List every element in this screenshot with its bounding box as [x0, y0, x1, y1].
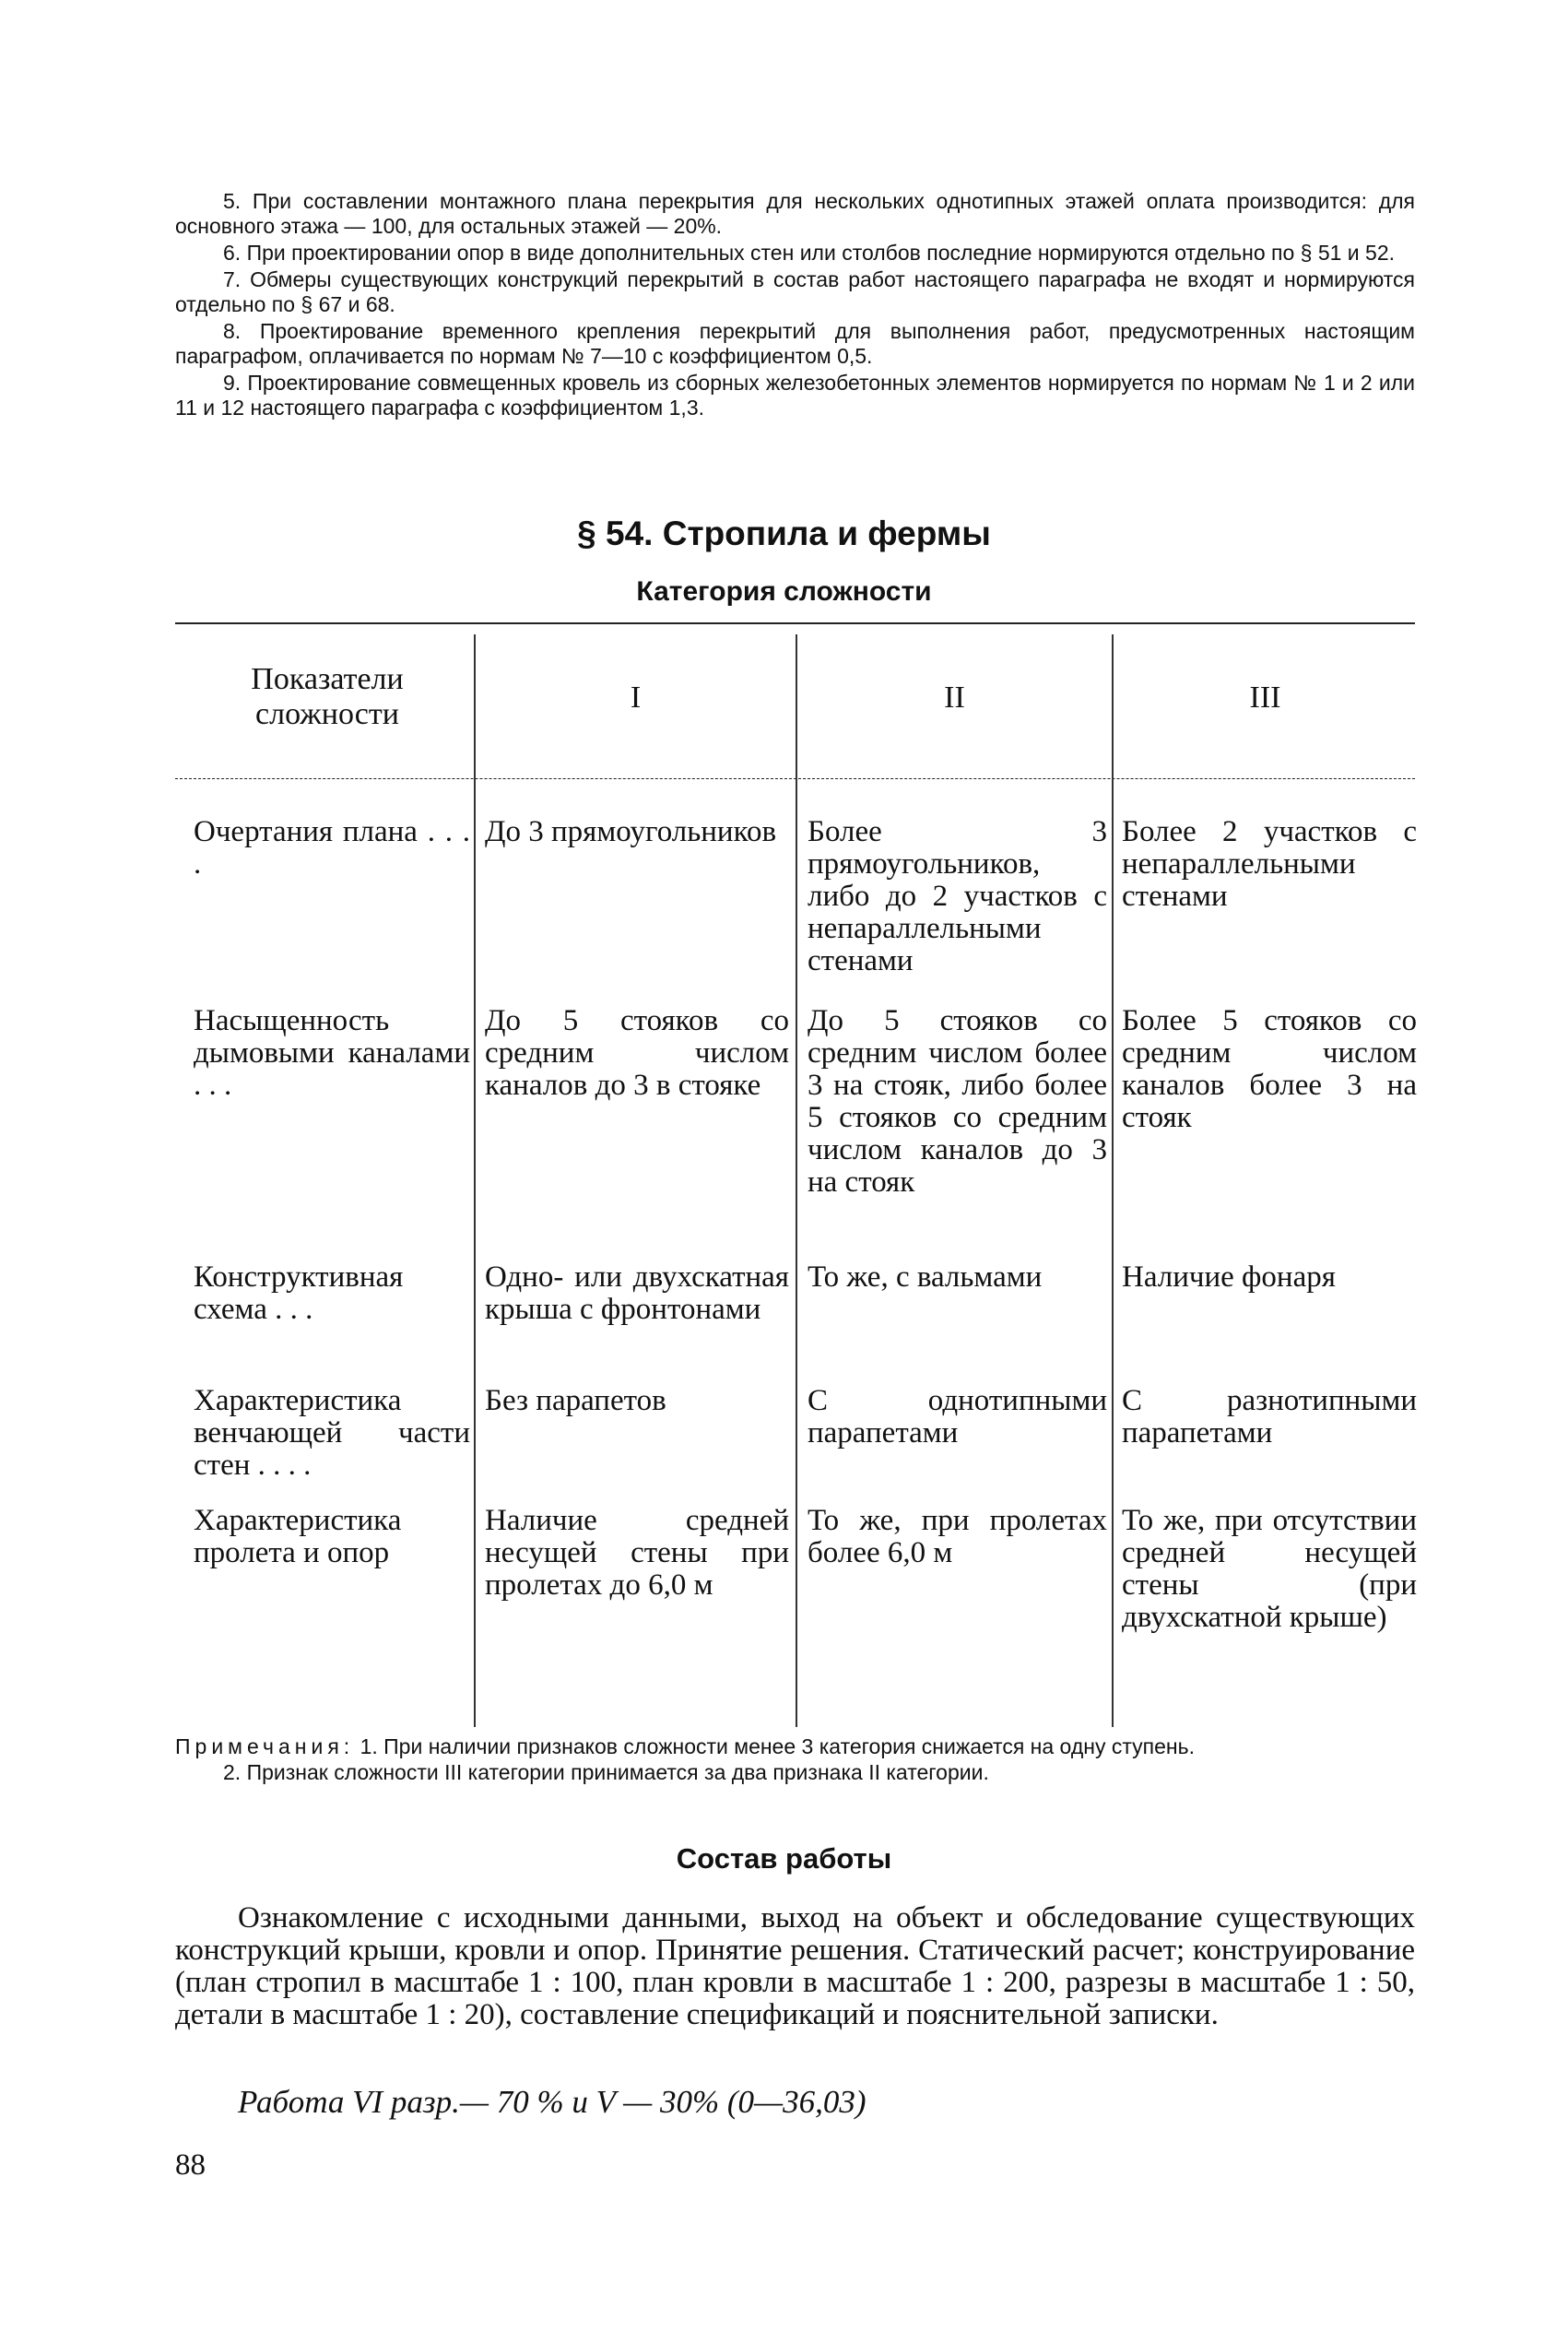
work-description: Ознакомление с исходными данными, выход на объект и обследование существующих конструкций крыши, кровли и опор. Принятие решения. Статический расчет; конструирование (план стропил в масштабе 1 : 100, план кровли в масштабе 1 : 200, разрезы в масштабе 1 : 50, детали в масштабе 1 : 20), составление спецификаций и пояснительной записки. — [175, 1901, 1415, 2031]
note-6: 6. При проектировании опор в виде дополнительных стен или столбов последние нормируются отдельно по § 51 и 52. — [223, 241, 1395, 265]
table-cell: До 5 стояков со средним числом каналов до 3 в стояке — [485, 1004, 789, 1102]
row-label: Конструктивная схема . . . — [194, 1260, 404, 1326]
table-cell: С разнотипными парапетами — [1122, 1384, 1417, 1449]
header-category-1: I — [630, 680, 642, 715]
table-cell: То же, при отсутствии средней несущей стены (при двухскатной крыше) — [1122, 1504, 1417, 1634]
table-cell: Более 3 прямоугольников, либо до 2 участков с непараллельными стенами — [808, 815, 1107, 977]
notes-top — [175, 189, 1415, 422]
table-notes — [175, 1733, 1415, 1785]
page-number: 88 — [175, 2148, 206, 2182]
table-cell: С однотипными парапетами — [808, 1384, 1107, 1449]
note-5: 5. При составлении монтажного плана перекрытия для нескольких однотипных этажей оплата производится: для основного этажа — 100, для остальных этажей — 20%. — [175, 189, 1415, 238]
note-7: 7. Обмеры существующих конструкций перекрытий в состав работ настоящего параграфа не входят и нормируются отдельно по § 67 и 68. — [175, 267, 1415, 316]
row-label: Характеристика венчающей части стен . . . . — [194, 1384, 470, 1482]
table-cell: До 3 прямоугольников — [485, 815, 777, 848]
section-title: § 54. Стропила и фермы — [577, 515, 991, 552]
notes-label: Примечания: — [175, 1734, 355, 1758]
column-divider — [474, 634, 476, 1727]
note-9: 9. Проектирование совмещенных кровель из сборных железобетонных элементов нормируется по нормам № 1 и 2 или 11 и 12 настоящего параграфа с коэффициентом 1,3. — [175, 371, 1415, 420]
row-label: Характеристика пролета и опор — [194, 1504, 402, 1569]
row-label: Очертания плана . . . . — [194, 815, 470, 881]
table-cell: До 5 стояков со средним числом более 3 на стояк, либо более 5 стояков со средним числом каналов до 3 на стояк — [808, 1004, 1107, 1199]
note-8: 8. Проектирование временного крепления перекрытий для выполнения работ, предусмотренных настоящим параграфом, оплачивается по нормам № 7—10 с коэффициентом 0,5. — [175, 319, 1415, 368]
table-note-1 — [175, 1733, 1415, 1759]
row-label: Насыщенность дымовыми каналами . . . — [194, 1004, 470, 1102]
table-cell: То же, с вальмами — [808, 1260, 1043, 1294]
note-1-text: 1. При наличии признаков сложности менее 3 категория снижается на одну ступень. — [360, 1734, 1195, 1758]
column-divider — [796, 634, 797, 1727]
table-cell: Наличие фонаря — [1122, 1260, 1336, 1294]
work-title: Состав работы — [676, 1842, 892, 1875]
column-divider — [1112, 634, 1114, 1727]
table-top-rule — [175, 622, 1415, 624]
table-cell: Одно- или двухскатная крыша с фронтонами — [485, 1260, 789, 1326]
table-cell: Более 5 стояков со средним числом каналов более 3 на стояк — [1122, 1004, 1417, 1134]
work-rate: Работа VI разр.— 70 % и V — 30% (0—36,03) — [238, 2084, 867, 2120]
header-category-2: II — [944, 680, 965, 715]
table-note-2: 2. Признак сложности III категории принимается за два признака II категории. — [223, 1760, 989, 1784]
header-category-3: III — [1249, 680, 1281, 715]
table-caption: Категория сложности — [636, 576, 932, 607]
table-cell: То же, при пролетах более 6,0 м — [808, 1504, 1107, 1569]
table-cell: Наличие средней несущей стены при пролетах до 6,0 м — [485, 1504, 789, 1602]
table-cell: Без парапетов — [485, 1384, 666, 1417]
header-indicator: Показатели сложности — [251, 662, 404, 731]
table-cell: Более 2 участков с непараллельными стенами — [1122, 815, 1417, 913]
